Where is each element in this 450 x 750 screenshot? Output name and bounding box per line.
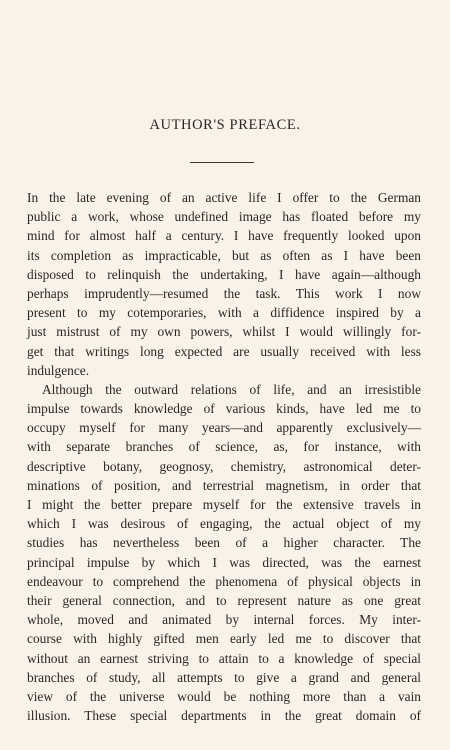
text-line: whole, moved and animated by internal forces. My inter- — [27, 612, 421, 628]
text-line: indulgence. — [27, 362, 90, 378]
body-text — [27, 188, 421, 725]
text-line: branches of study, all attempts to give a grand and general — [27, 669, 421, 685]
text-line: descriptive botany, geognosy, chemistry, astronomical deter- — [27, 458, 421, 474]
paragraph-2 — [27, 380, 421, 725]
text-line: principal impulse by which I was directed, was the earnest — [27, 554, 421, 570]
text-line: without an earnest striving to attain to a knowledge of special — [27, 650, 421, 666]
text-line: minations of position, and terrestrial magnetism, in order that — [27, 477, 421, 493]
text-line: their general connection, and to represent nature as one great — [27, 592, 421, 608]
text-line: illusion. These special departments in the great domain of — [27, 708, 421, 724]
text-line: get that writings long expected are usually received with less — [27, 343, 421, 359]
text-line: endeavour to comprehend the phenomena of physical objects in — [27, 573, 421, 589]
title-divider — [190, 162, 254, 163]
text-line: studies has nevertheless been of a higher character. The — [27, 535, 421, 551]
text-line: In the late evening of an active life I offer to the German — [27, 190, 421, 205]
text-line: I might the better prepare myself for the extensive travels in — [27, 497, 421, 512]
text-line: mind for almost half a century. I have frequently looked upon — [27, 228, 421, 244]
text-line: just mistrust of my own powers, whilst I would willingly for- — [27, 324, 421, 340]
text-line: its completion as impracticable, but as often as I have been — [27, 247, 421, 263]
paragraph-1 — [27, 188, 421, 380]
text-line: present to my cotemporaries, with a diffidence inspired by a — [27, 305, 421, 321]
text-line: course with highly gifted men early led me to discover that — [27, 631, 421, 647]
text-line: occupy myself for many years—and apparently exclusively— — [27, 420, 421, 436]
text-line: Although the outward relations of life, and an irresistible — [42, 381, 421, 397]
text-line: view of the universe would be nothing more than a vain — [27, 688, 421, 704]
text-line: disposed to relinquish the undertaking, I have again—although — [27, 266, 421, 282]
text-line: public a work, whose undefined image has floated before my — [27, 209, 421, 225]
text-line: perhaps imprudently—resumed the task. This work I now — [27, 285, 421, 301]
text-line: impulse towards knowledge of various kinds, have led me to — [27, 401, 421, 417]
page-title: AUTHOR'S PREFACE. — [149, 117, 301, 133]
text-line: with separate branches of science, as, for instance, with — [27, 439, 421, 455]
text-line: which I was desirous of engaging, the actual object of my — [27, 516, 421, 532]
